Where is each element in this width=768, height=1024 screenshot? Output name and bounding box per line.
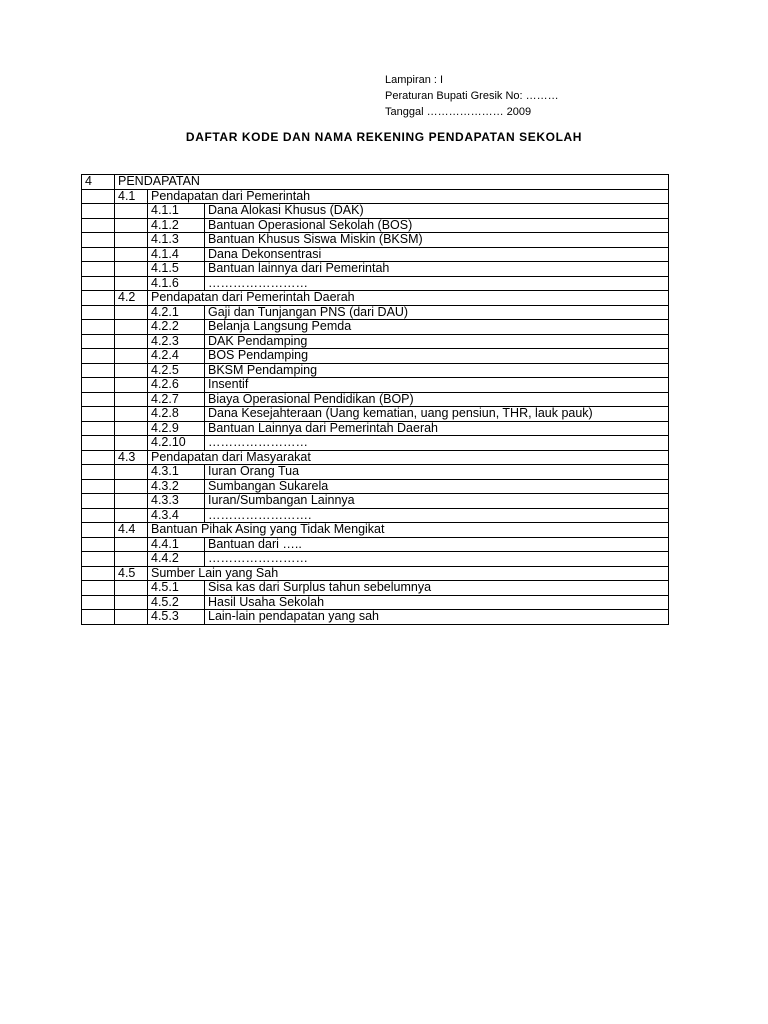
empty-cell	[82, 523, 115, 538]
table-row	[82, 421, 669, 436]
table-row	[82, 262, 669, 277]
account-code: 4.5.3	[148, 610, 205, 625]
table-row	[82, 595, 669, 610]
table-row	[82, 189, 669, 204]
table-row	[82, 566, 669, 581]
empty-cell	[115, 363, 148, 378]
table-row	[82, 320, 669, 335]
account-name: PENDAPATAN	[115, 175, 669, 190]
account-name: BOS Pendamping	[205, 349, 669, 364]
empty-cell	[82, 595, 115, 610]
account-name: Lain-lain pendapatan yang sah	[205, 610, 669, 625]
empty-cell	[115, 204, 148, 219]
account-name: ……………………	[205, 552, 669, 567]
table-row	[82, 450, 669, 465]
account-code: 4.2.4	[148, 349, 205, 364]
empty-cell	[115, 508, 148, 523]
account-code: 4.3.2	[148, 479, 205, 494]
account-name: …………………….	[205, 508, 669, 523]
empty-cell	[115, 610, 148, 625]
empty-cell	[82, 494, 115, 509]
account-code: 4.4.1	[148, 537, 205, 552]
empty-cell	[115, 595, 148, 610]
empty-cell	[82, 566, 115, 581]
empty-cell	[82, 450, 115, 465]
account-name: BKSM Pendamping	[205, 363, 669, 378]
account-name: Dana Kesejahteraan (Uang kematian, uang pensiun, THR, lauk pauk)	[205, 407, 669, 422]
empty-cell	[82, 479, 115, 494]
empty-cell	[82, 421, 115, 436]
account-code: 4.3.4	[148, 508, 205, 523]
account-code: 4.2.1	[148, 305, 205, 320]
empty-cell	[115, 436, 148, 451]
empty-cell	[82, 537, 115, 552]
account-code: 4.2.3	[148, 334, 205, 349]
empty-cell	[82, 610, 115, 625]
empty-cell	[115, 407, 148, 422]
account-code: 4.1.5	[148, 262, 205, 277]
empty-cell	[82, 508, 115, 523]
empty-cell	[115, 218, 148, 233]
account-code: 4.1.6	[148, 276, 205, 291]
account-code: 4.5.2	[148, 595, 205, 610]
account-name: Insentif	[205, 378, 669, 393]
account-name: ……………………	[205, 276, 669, 291]
table-row	[82, 247, 669, 262]
table-row	[82, 349, 669, 364]
account-code: 4.3.3	[148, 494, 205, 509]
empty-cell	[82, 320, 115, 335]
account-code: 4.2.10	[148, 436, 205, 451]
account-name: Biaya Operasional Pendidikan (BOP)	[205, 392, 669, 407]
table-row	[82, 436, 669, 451]
account-code: 4.5	[115, 566, 148, 581]
empty-cell	[82, 363, 115, 378]
empty-cell	[115, 349, 148, 364]
empty-cell	[82, 189, 115, 204]
empty-cell	[82, 392, 115, 407]
empty-cell	[82, 378, 115, 393]
table-row	[82, 233, 669, 248]
account-code: 4.2.7	[148, 392, 205, 407]
table-row	[82, 407, 669, 422]
empty-cell	[82, 276, 115, 291]
account-code: 4.5.1	[148, 581, 205, 596]
table-row	[82, 334, 669, 349]
empty-cell	[115, 537, 148, 552]
empty-cell	[82, 247, 115, 262]
empty-cell	[82, 407, 115, 422]
table-row	[82, 479, 669, 494]
account-name: Pendapatan dari Masyarakat	[148, 450, 669, 465]
empty-cell	[82, 465, 115, 480]
account-code: 4.4.2	[148, 552, 205, 567]
table-row	[82, 175, 669, 190]
account-name: Bantuan Operasional Sekolah (BOS)	[205, 218, 669, 233]
account-name: ……………………	[205, 436, 669, 451]
lampiran-line: Lampiran : I	[385, 74, 444, 86]
empty-cell	[82, 581, 115, 596]
account-name: Belanja Langsung Pemda	[205, 320, 669, 335]
empty-cell	[82, 204, 115, 219]
table-row	[82, 523, 669, 538]
account-code: 4.1.3	[148, 233, 205, 248]
account-name: Pendapatan dari Pemerintah	[148, 189, 669, 204]
tanggal-line: Tanggal ………………… 2009	[385, 106, 532, 118]
account-name: Bantuan Lainnya dari Pemerintah Daerah	[205, 421, 669, 436]
account-name: Pendapatan dari Pemerintah Daerah	[148, 291, 669, 306]
empty-cell	[82, 262, 115, 277]
account-code: 4.2.9	[148, 421, 205, 436]
peraturan-line: Peraturan Bupati Gresik No: ………	[385, 90, 559, 102]
empty-cell	[115, 305, 148, 320]
account-code: 4	[82, 175, 115, 190]
empty-cell	[82, 552, 115, 567]
empty-cell	[115, 320, 148, 335]
account-code: 4.2.8	[148, 407, 205, 422]
empty-cell	[115, 392, 148, 407]
empty-cell	[82, 291, 115, 306]
account-code: 4.1.2	[148, 218, 205, 233]
empty-cell	[82, 334, 115, 349]
table-row	[82, 218, 669, 233]
empty-cell	[82, 436, 115, 451]
empty-cell	[115, 465, 148, 480]
account-name: Iuran/Sumbangan Lainnya	[205, 494, 669, 509]
table-row	[82, 610, 669, 625]
table-row	[82, 378, 669, 393]
empty-cell	[115, 479, 148, 494]
account-code: 4.1.1	[148, 204, 205, 219]
account-name: Bantuan Pihak Asing yang Tidak Mengikat	[148, 523, 669, 538]
account-code: 4.1.4	[148, 247, 205, 262]
empty-cell	[82, 218, 115, 233]
account-name: Sisa kas dari Surplus tahun sebelumnya	[205, 581, 669, 596]
account-name: Sumber Lain yang Sah	[148, 566, 669, 581]
account-name: Dana Dekonsentrasi	[205, 247, 669, 262]
document-title: DAFTAR KODE DAN NAMA REKENING PENDAPATAN SEKOLAH	[185, 130, 583, 144]
account-name: Bantuan Khusus Siswa Miskin (BKSM)	[205, 233, 669, 248]
table-row	[82, 363, 669, 378]
account-name: DAK Pendamping	[205, 334, 669, 349]
empty-cell	[115, 276, 148, 291]
account-code: 4.2.2	[148, 320, 205, 335]
table-row	[82, 552, 669, 567]
table-row	[82, 494, 669, 509]
empty-cell	[115, 421, 148, 436]
empty-cell	[115, 552, 148, 567]
account-name: Bantuan dari …..	[205, 537, 669, 552]
account-code: 4.2.5	[148, 363, 205, 378]
table-row	[82, 581, 669, 596]
empty-cell	[115, 247, 148, 262]
table-row	[82, 537, 669, 552]
account-name: Iuran Orang Tua	[205, 465, 669, 480]
table-row	[82, 291, 669, 306]
account-code: 4.3.1	[148, 465, 205, 480]
empty-cell	[115, 494, 148, 509]
empty-cell	[115, 334, 148, 349]
table-row	[82, 276, 669, 291]
table-row	[82, 508, 669, 523]
empty-cell	[115, 581, 148, 596]
empty-cell	[115, 262, 148, 277]
attachment-header	[385, 72, 559, 120]
account-name: Dana Alokasi Khusus (DAK)	[205, 204, 669, 219]
table-row	[82, 392, 669, 407]
account-code: 4.3	[115, 450, 148, 465]
empty-cell	[82, 305, 115, 320]
account-name: Sumbangan Sukarela	[205, 479, 669, 494]
account-name: Gaji dan Tunjangan PNS (dari DAU)	[205, 305, 669, 320]
table-row	[82, 204, 669, 219]
table-row	[82, 465, 669, 480]
account-code: 4.1	[115, 189, 148, 204]
account-name: Bantuan lainnya dari Pemerintah	[205, 262, 669, 277]
empty-cell	[82, 233, 115, 248]
account-code: 4.2.6	[148, 378, 205, 393]
account-code: 4.4	[115, 523, 148, 538]
account-code-table	[81, 174, 669, 625]
table-row	[82, 305, 669, 320]
empty-cell	[115, 378, 148, 393]
account-code: 4.2	[115, 291, 148, 306]
empty-cell	[82, 349, 115, 364]
empty-cell	[115, 233, 148, 248]
account-name: Hasil Usaha Sekolah	[205, 595, 669, 610]
